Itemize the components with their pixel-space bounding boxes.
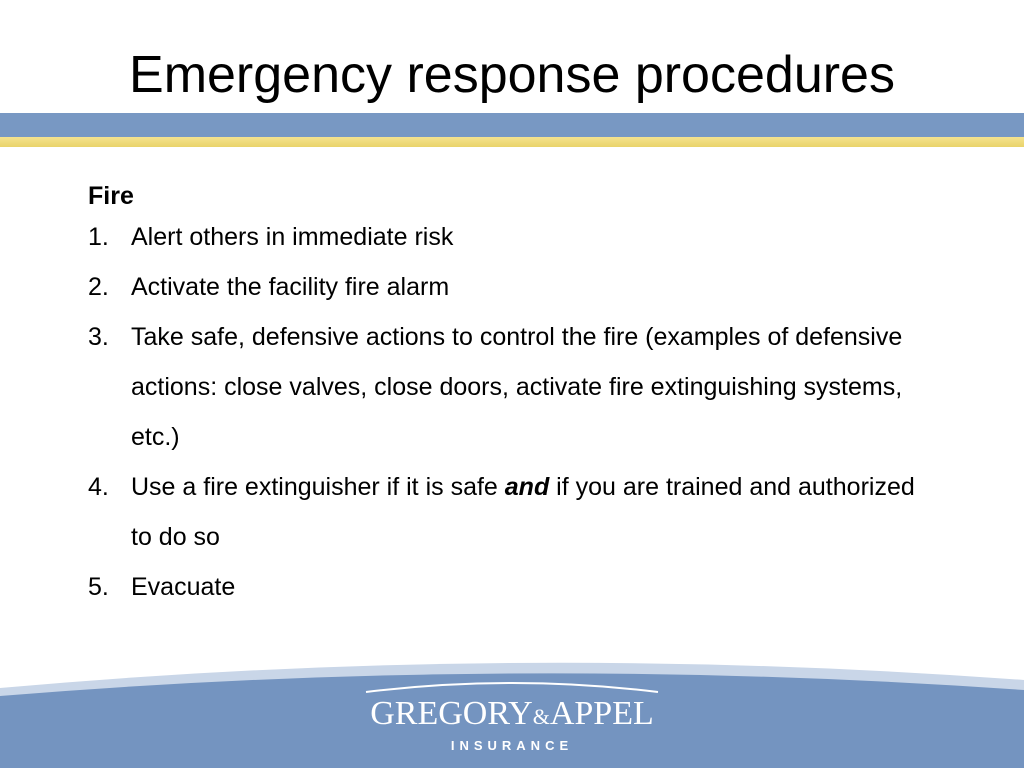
list-item bbox=[88, 212, 938, 262]
list-item bbox=[88, 562, 938, 612]
step-text: Activate the facility fire alarm bbox=[131, 273, 450, 301]
step-text: Alert others in immediate risk bbox=[131, 223, 454, 251]
step-number: 2. bbox=[88, 273, 109, 301]
header-yellow-bar bbox=[0, 137, 1024, 147]
step-number: 4. bbox=[88, 473, 109, 501]
slide-body bbox=[88, 180, 938, 612]
slide-title: Emergency response procedures bbox=[129, 46, 895, 104]
list-item bbox=[88, 462, 938, 562]
company-logo bbox=[352, 680, 672, 760]
logo-wordmark bbox=[352, 694, 672, 737]
step-text: Take safe, defensive actions to control the fire (examples of defensive actions: close valves, close doors, activate fire extinguishing systems, etc.) bbox=[131, 323, 903, 451]
list-item bbox=[88, 312, 938, 462]
section-heading: Fire bbox=[88, 182, 134, 210]
step-text-after: if you are trained and authorized to do so bbox=[131, 473, 915, 551]
logo-arc bbox=[362, 680, 662, 694]
logo-part2: APPEL bbox=[549, 695, 654, 732]
step-text: Evacuate bbox=[131, 573, 236, 601]
step-number: 3. bbox=[88, 323, 109, 351]
step-number: 5. bbox=[88, 573, 109, 601]
step-text-before: Use a fire extinguisher if it is safe bbox=[131, 473, 505, 501]
step-text bbox=[131, 462, 938, 562]
logo-part1: GREGORY bbox=[370, 695, 533, 732]
logo-subtitle: INSURANCE bbox=[450, 738, 574, 753]
header-blue-bar bbox=[0, 113, 1024, 137]
steps-list bbox=[88, 212, 938, 612]
step-emphasis: and bbox=[504, 473, 550, 501]
logo-ampersand: & bbox=[532, 704, 550, 729]
list-item bbox=[88, 262, 938, 312]
step-number: 1. bbox=[88, 223, 109, 251]
